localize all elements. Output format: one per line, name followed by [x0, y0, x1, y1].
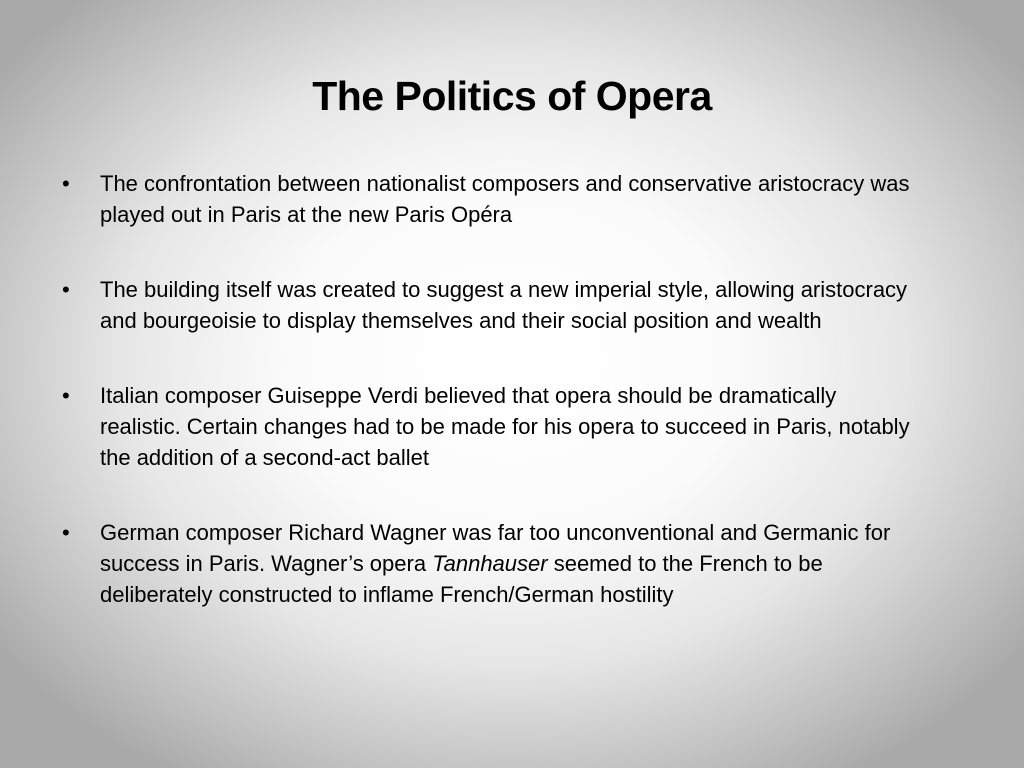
bullet-text: Italian composer Guiseppe Verdi believed that opera should be dramatically realistic. Certain changes had to be made for his opera to succeed in Paris, notably the addition of a second-act ballet — [100, 383, 910, 470]
bullet-item — [62, 168, 912, 230]
bullet-text — [100, 520, 890, 607]
bullet-item — [62, 380, 912, 473]
opera-title-italic: Tannhauser — [432, 551, 548, 576]
bullet-icon: • — [62, 383, 70, 408]
bullet-text-segment: seemed to the French to be deliberately constructed to inflame French/German hostility — [100, 551, 823, 607]
slide-title: The Politics of Opera — [312, 73, 712, 119]
bullet-item — [62, 274, 912, 336]
bullet-list — [62, 168, 912, 654]
bullet-icon: • — [62, 520, 70, 545]
bullet-text: The building itself was created to suggest a new imperial style, allowing aristocracy and bourgeoisie to display themselves and their social position and wealth — [100, 277, 908, 333]
bullet-icon: • — [62, 171, 70, 196]
bullet-item — [62, 517, 912, 610]
bullet-text: The confrontation between nationalist composers and conservative aristocracy was played out in Paris at the new Paris Opéra — [100, 171, 910, 227]
bullet-icon: • — [62, 277, 70, 302]
bullet-text-segment: German composer Richard Wagner was far too unconventional and Germanic for success in Paris. Wagner’s opera — [100, 520, 891, 576]
